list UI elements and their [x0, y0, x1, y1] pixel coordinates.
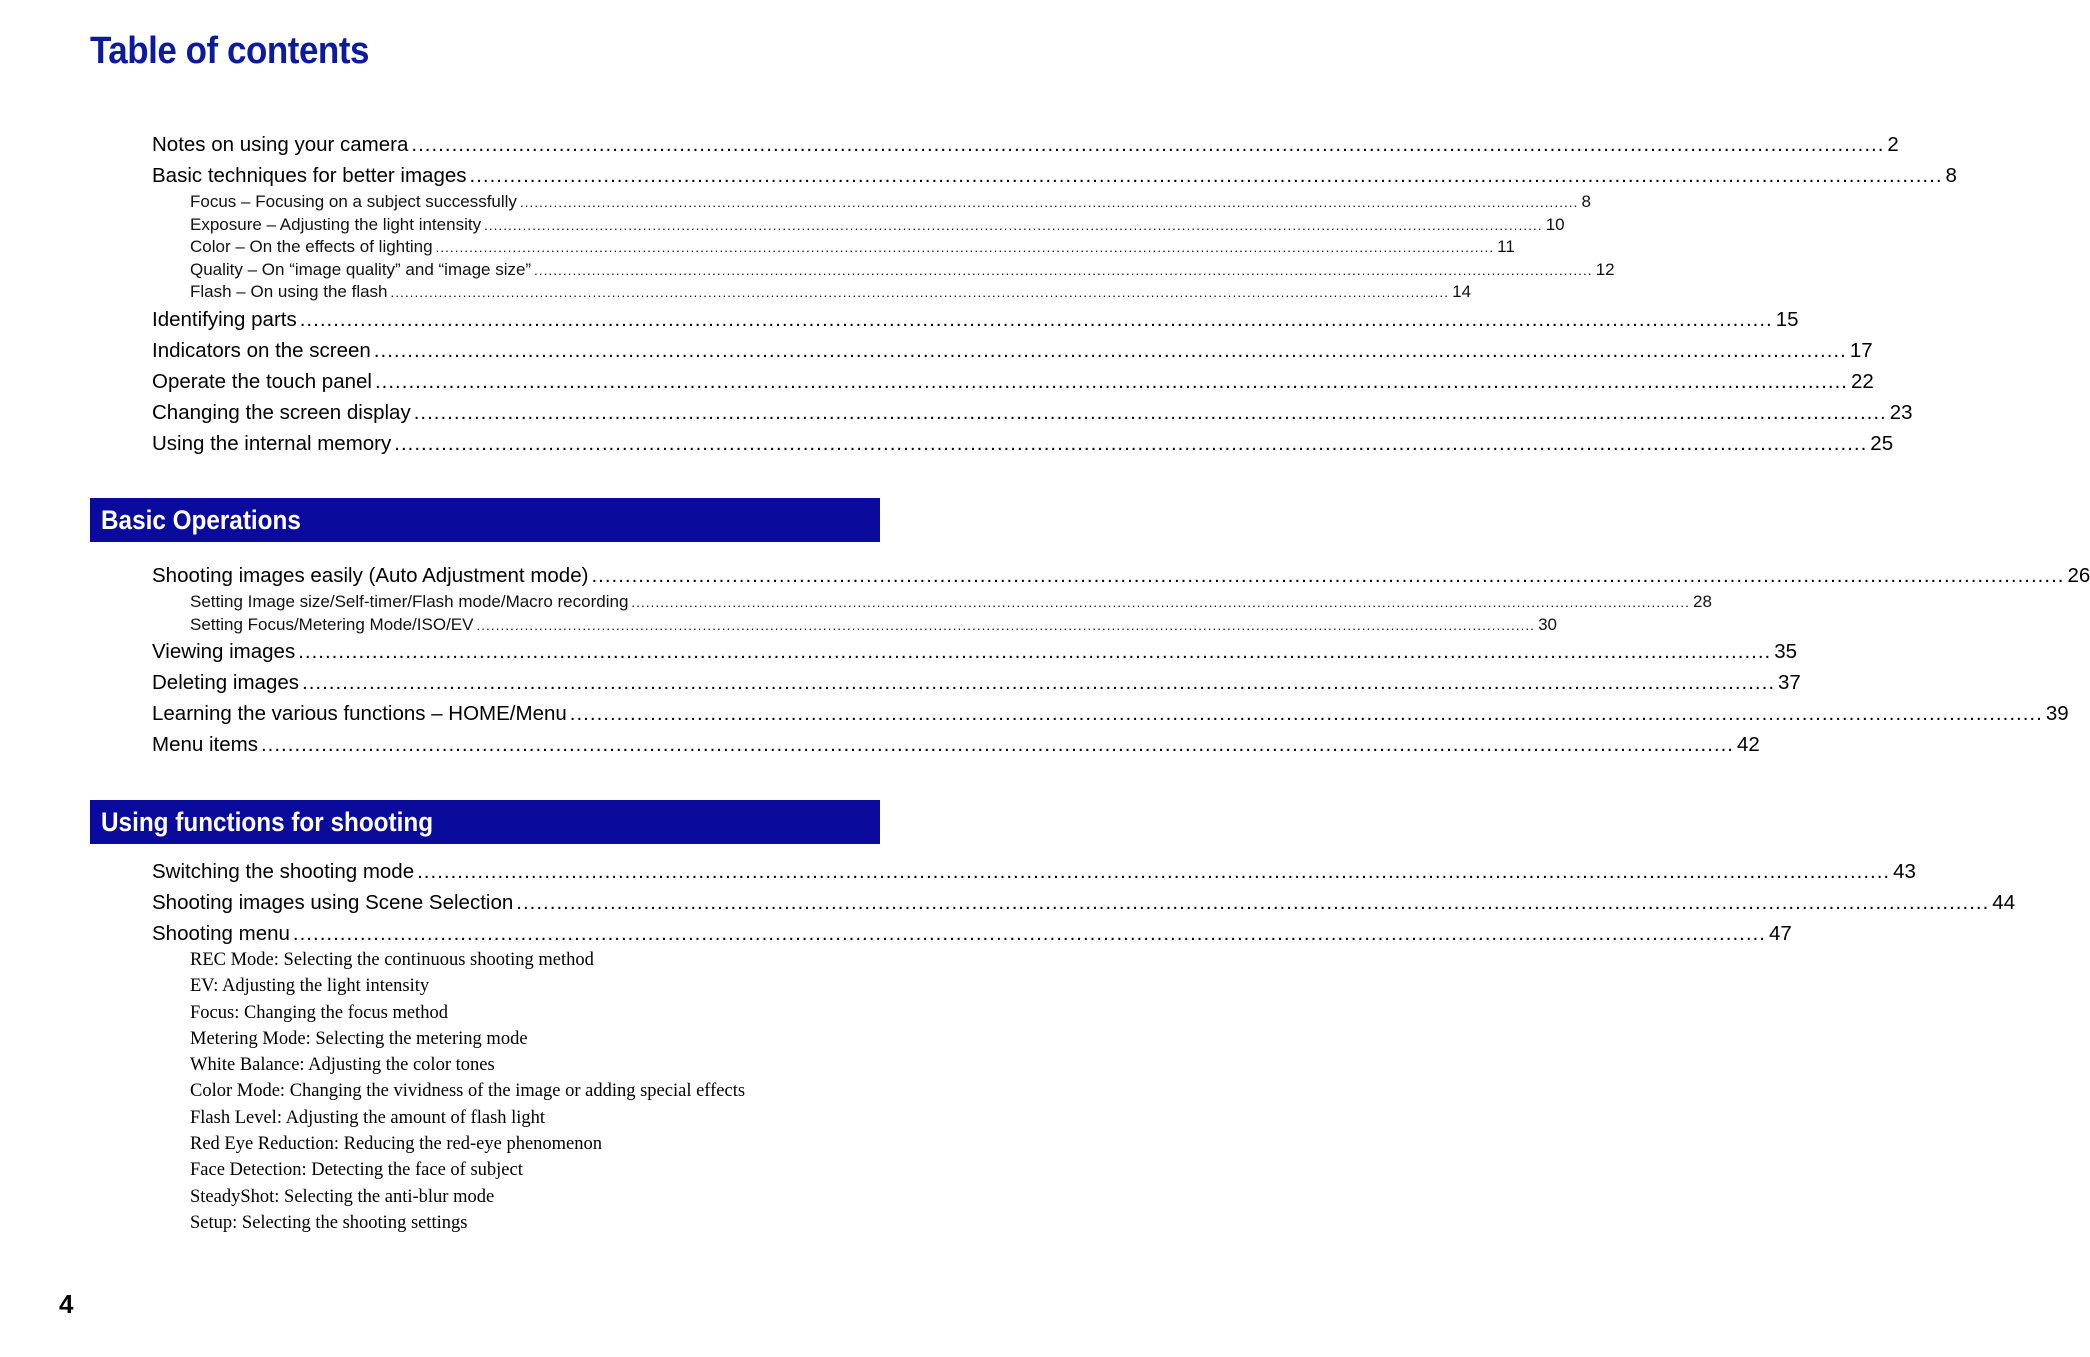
toc-page-number: 8 — [1945, 164, 1957, 187]
toc-page-number: 12 — [1595, 259, 1615, 279]
toc-entry-title: Deleting images — [152, 671, 299, 695]
toc-subentry[interactable] — [152, 214, 1565, 237]
dot-leader: ............................................................................................................................................................................................................................ — [390, 285, 1450, 301]
toc-entry[interactable] — [152, 887, 2016, 918]
toc-entry[interactable] — [152, 729, 1760, 760]
toc-entry-title: Shooting images easily (Auto Adjustment mode) — [152, 564, 589, 587]
dot-leader: ............................................................................................................................................................................................................................ — [374, 369, 1848, 393]
toc-entry-title: Setting Image size/Self-timer/Flash mode/Macro recording — [190, 592, 629, 611]
toc-subentry[interactable] — [152, 236, 1515, 259]
toc-entry-title: Operate the touch panel — [152, 369, 372, 393]
dot-leader: ............................................................................................................................................................................................................................ — [411, 133, 1885, 156]
toc-page-number: 26 — [2067, 564, 2090, 587]
toc-entry-title: Switching the shooting mode — [152, 860, 415, 883]
toc-entry-title: Changing the screen display — [152, 400, 411, 424]
shooting-menu-item: Metering Mode: Selecting the metering mode — [190, 1028, 528, 1049]
dot-leader: ............................................................................................................................................................................................................................ — [299, 307, 1773, 331]
toc-entry[interactable] — [152, 428, 1894, 459]
toc-entry[interactable] — [152, 667, 1801, 698]
toc-page-number: 25 — [1870, 431, 1894, 455]
shooting-menu-item: Face Detection: Detecting the face of subject — [190, 1160, 523, 1181]
shooting-menu-item: Setup: Selecting the shooting settings — [190, 1212, 468, 1233]
toc-entry-title: Basic techniques for better images — [152, 164, 467, 187]
toc-entry-title: Notes on using your camera — [152, 133, 409, 156]
toc-page-number: 42 — [1737, 733, 1760, 757]
toc-entry[interactable] — [152, 560, 2090, 591]
toc-page-number: 23 — [1889, 400, 1913, 424]
toc-entry[interactable] — [152, 304, 1799, 335]
toc-page-number: 17 — [1849, 338, 1873, 362]
toc-entry[interactable] — [152, 856, 1916, 887]
toc-page-number: 35 — [1774, 640, 1798, 664]
dot-leader: ............................................................................................................................................................................................................................ — [417, 860, 1891, 883]
toc-entry[interactable] — [152, 397, 1913, 428]
shooting-menu-item: Flash Level: Adjusting the amount of flash light — [190, 1107, 546, 1128]
toc-page-number: 2 — [1887, 133, 1899, 156]
toc-page-number: 37 — [1778, 671, 1801, 695]
toc-subentry[interactable] — [152, 591, 1712, 614]
toc-entry-title: Setting Focus/Metering Mode/ISO/EV — [190, 614, 474, 634]
toc-subentry[interactable] — [152, 259, 1615, 282]
dot-leader: ............................................................................................................................................................................................................................ — [260, 733, 1734, 757]
dot-leader: ............................................................................................................................................................................................................................ — [302, 671, 1776, 695]
dot-leader: ............................................................................................................................................................................................................................ — [435, 240, 1495, 256]
toc-shooting-list — [152, 856, 2016, 949]
toc-page-number: 30 — [1538, 614, 1557, 634]
toc-entry-title: Focus – Focusing on a subject successfully — [190, 192, 517, 211]
toc-entry-title: Exposure – Adjusting the light intensity — [190, 214, 482, 234]
toc-entry[interactable] — [152, 335, 1873, 366]
toc-entry-title: Shooting images using Scene Selection — [152, 891, 514, 914]
toc-entry-title: Using the internal memory — [152, 431, 392, 455]
shooting-menu-item: Color Mode: Changing the vividness of the image or adding special effects — [190, 1081, 746, 1102]
toc-page-number: 11 — [1497, 237, 1515, 257]
toc-entry[interactable] — [152, 129, 1899, 160]
toc-entry-title: Identifying parts — [152, 307, 297, 331]
dot-leader: ............................................................................................................................................................................................................................ — [516, 891, 1990, 914]
dot-leader: ............................................................................................................................................................................................................................ — [292, 922, 1766, 945]
dot-leader: ............................................................................................................................................................................................................................ — [484, 217, 1543, 233]
page-title: Table of contents — [90, 30, 370, 72]
dot-leader: ............................................................................................................................................................................................................................ — [469, 164, 1943, 187]
shooting-menu-item: EV: Adjusting the light intensity — [190, 976, 430, 997]
dot-leader: ............................................................................................................................................................................................................................ — [298, 640, 1772, 664]
dot-leader: ............................................................................................................................................................................................................................ — [394, 431, 1868, 455]
toc-page-number: 22 — [1851, 369, 1874, 393]
toc-entry[interactable] — [152, 918, 1792, 949]
toc-page-number: 47 — [1768, 922, 1792, 945]
shooting-menu-items — [190, 947, 745, 1236]
shooting-menu-item: Red Eye Reduction: Reducing the red-eye phenomenon — [190, 1134, 603, 1155]
toc-entry-title: Shooting menu — [152, 922, 290, 945]
toc-subentry[interactable] — [152, 191, 1592, 214]
toc-subentry[interactable] — [152, 281, 1472, 304]
shooting-menu-item: Focus: Changing the focus method — [190, 1002, 448, 1023]
toc-intro-list — [152, 129, 1957, 459]
toc-page-number: 14 — [1452, 282, 1472, 302]
toc-entry-title: Indicators on the screen — [152, 338, 371, 362]
shooting-menu-item: REC Mode: Selecting the continuous shooting method — [190, 950, 594, 970]
toc-page-number: 15 — [1775, 307, 1799, 331]
dot-leader: ............................................................................................................................................................................................................................ — [476, 617, 1536, 633]
dot-leader: ............................................................................................................................................................................................................................ — [534, 262, 1593, 278]
section-heading: Using functions for shooting — [101, 807, 434, 837]
section-band-shooting-functions — [90, 800, 880, 844]
toc-entry[interactable] — [152, 636, 1798, 667]
dot-leader: ............................................................................................................................................................................................................................ — [373, 338, 1847, 362]
toc-entry[interactable] — [152, 366, 1874, 397]
toc-entry-title: Quality – On “image quality” and “image size” — [190, 259, 532, 279]
toc-page-number: 10 — [1545, 214, 1565, 234]
toc-page-number: 39 — [2045, 702, 2069, 726]
toc-entry-title: Menu items — [152, 733, 258, 757]
toc-entry-title: Color – On the effects of lighting — [190, 237, 433, 257]
dot-leader: ............................................................................................................................................................................................................................ — [591, 564, 2065, 587]
toc-entry-title: Flash – On using the flash — [190, 282, 388, 302]
shooting-menu-item: SteadyShot: Selecting the anti-blur mode — [190, 1186, 495, 1207]
toc-entry[interactable] — [152, 698, 2069, 729]
toc-basic-operations-list — [152, 560, 2090, 760]
section-band-basic-operations — [90, 498, 880, 542]
toc-page-number: 8 — [1581, 192, 1592, 211]
toc-page-number: 28 — [1693, 592, 1712, 611]
shooting-menu-item: White Balance: Adjusting the color tones — [190, 1055, 495, 1076]
toc-page-number: 44 — [1992, 891, 2016, 914]
page-number: 4 — [59, 1289, 74, 1319]
toc-page-number: 43 — [1893, 860, 1916, 883]
toc-entry[interactable] — [152, 160, 1957, 191]
dot-leader: ............................................................................................................................................................................................................................ — [413, 400, 1887, 424]
dot-leader: ............................................................................................................................................................................................................................ — [631, 595, 1691, 610]
toc-entry-title: Learning the various functions – HOME/Menu — [152, 702, 567, 726]
dot-leader: ............................................................................................................................................................................................................................ — [519, 195, 1579, 210]
section-heading: Basic Operations — [101, 505, 301, 535]
dot-leader: ............................................................................................................................................................................................................................ — [569, 702, 2043, 726]
toc-entry-title: Viewing images — [152, 640, 296, 664]
toc-subentry[interactable] — [152, 614, 1557, 637]
